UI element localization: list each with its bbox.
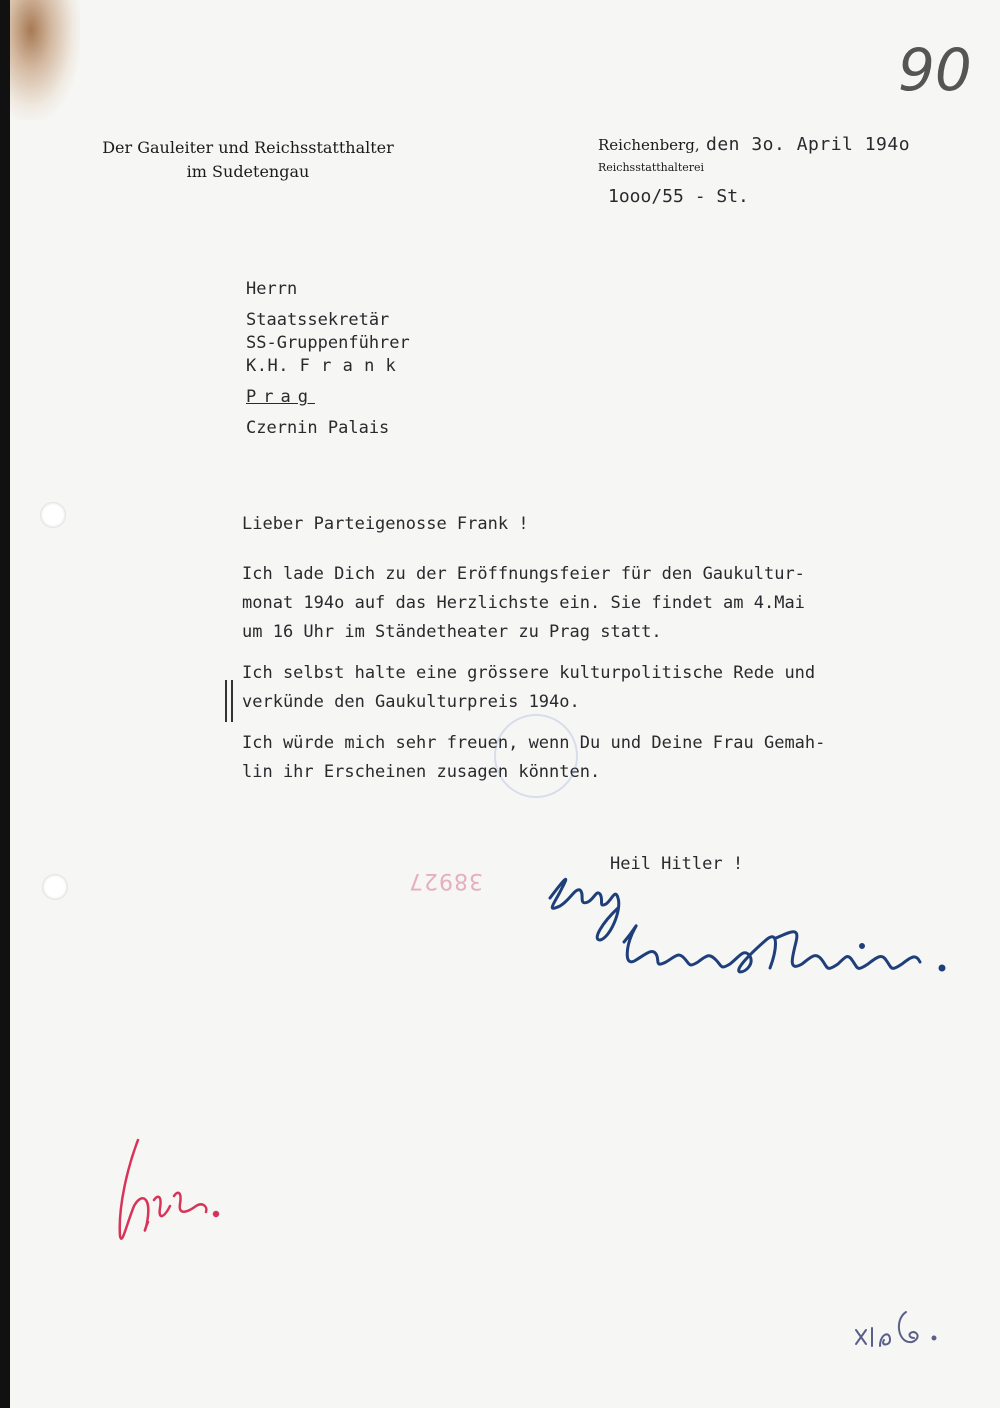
letterhead-line-2: im Sudetengau xyxy=(186,162,310,181)
paragraph-1 xyxy=(242,560,942,647)
letterhead xyxy=(78,136,418,184)
folio-number: 90 xyxy=(898,36,972,104)
paragraph-3 xyxy=(242,729,942,787)
recipient-street: Czernin Palais xyxy=(246,418,390,438)
registry-stamp-number: 38927 xyxy=(408,868,483,893)
handwritten-signature xyxy=(540,868,980,1008)
closing-line: Heil Hitler ! xyxy=(610,854,744,874)
reference-number: 1ooo/55 - St. xyxy=(608,186,749,207)
margin-mark xyxy=(225,680,233,722)
recipient-title: Herrn xyxy=(246,279,298,299)
paragraph-1-line-3: um 16 Uhr im Ständetheater zu Prag statt. xyxy=(242,622,662,642)
paragraph-3-line-1: Ich würde mich sehr freuen, wenn Du und Deine Frau Gemah- xyxy=(242,733,826,753)
recipient-line-2: SS-Gruppenführer xyxy=(246,333,410,353)
punch-hole-top xyxy=(40,502,66,528)
paragraph-2 xyxy=(242,659,942,717)
recipient-address xyxy=(246,278,410,440)
dateline-office: Reichsstatthalterei xyxy=(598,161,705,174)
paragraph-2-line-2: verkünde den Gaukulturpreis 194o. xyxy=(242,692,580,712)
dateline-date: den 3o. April 194o xyxy=(706,134,911,155)
letter-body xyxy=(242,560,942,799)
paragraph-1-line-1: Ich lade Dich zu der Eröffnungsfeier für den Gaukultur- xyxy=(242,564,805,584)
recipient-line-3: K.H. F r a n k xyxy=(246,356,397,376)
recipient-line-1: Staatssekretär xyxy=(246,310,390,330)
paragraph-3-line-2: lin ihr Erscheinen zusagen könnten. xyxy=(242,762,601,782)
faint-round-stamp xyxy=(494,714,578,798)
dateline-place: Reichenberg, xyxy=(598,136,700,154)
letter-page xyxy=(10,0,1000,1408)
letterhead-line-1: Der Gauleiter und Reichsstatthalter xyxy=(102,138,394,157)
rust-stain xyxy=(10,0,80,120)
punch-hole-bottom xyxy=(42,874,68,900)
red-pencil-notation xyxy=(98,1136,238,1256)
greeting: Lieber Parteigenosse Frank ! xyxy=(242,514,529,534)
paragraph-2-line-1: Ich selbst halte eine grössere kulturpolitische Rede und xyxy=(242,663,816,683)
pencil-initials xyxy=(850,1300,970,1360)
paragraph-1-line-2: monat 194o auf das Herzlichste ein. Sie findet am 4.Mai xyxy=(242,593,805,613)
recipient-city: Prag xyxy=(246,387,315,407)
